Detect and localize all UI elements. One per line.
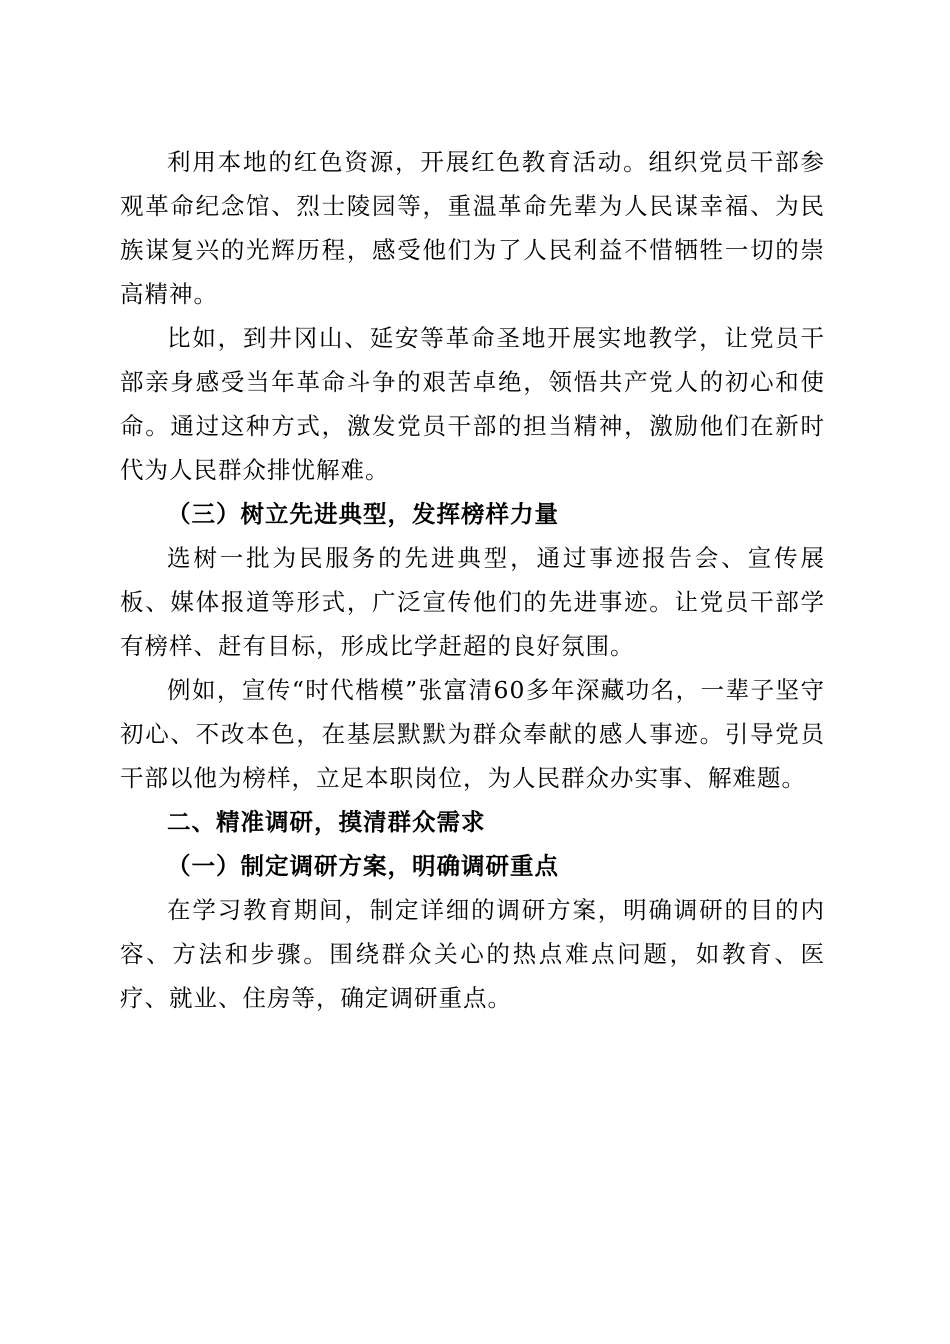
document-page (120, 140, 825, 1020)
paragraph-advanced-models: 选树一批为民服务的先进典型，通过事迹报告会、宣传展板、媒体报道等形式，广泛宣传他们的先进事迹。让党员干部学有榜样、赶有目标，形成比学赶超的良好氛围。 (120, 544, 825, 660)
section-heading-3: （三）树立先进典型，发挥榜样力量 (167, 500, 559, 528)
paragraph-example-zhang-fuqing: 例如，宣传“时代楷模”张富清60多年深藏功名，一辈子坚守初心、不改本色，在基层默默为群众奉献的感人事迹。引导党员干部以他为榜样，立足本职岗位，为人民群众办实事、解难题。 (120, 676, 825, 792)
paragraph-red-resources: 利用本地的红色资源，开展红色教育活动。组织党员干部参观革命纪念馆、烈士陵园等，重温革命先辈为人民谋幸福、为民族谋复兴的光辉历程，感受他们为了人民利益不惜牺牲一切的崇高精神。 (120, 148, 825, 308)
section-heading-1: （一）制定调研方案，明确调研重点 (167, 852, 559, 880)
chapter-heading-2: 二、精准调研，摸清群众需求 (167, 808, 486, 836)
paragraph-example-jinggangshan: 比如，到井冈山、延安等革命圣地开展实地教学，让党员干部亲身感受当年革命斗争的艰苦卓绝，领悟共产党人的初心和使命。通过这种方式，激发党员干部的担当精神，激励他们在新时代为人民群众排忧解难。 (120, 324, 825, 484)
paragraph-research-plan: 在学习教育期间，制定详细的调研方案，明确调研的目的内容、方法和步骤。围绕群众关心的热点难点问题，如教育、医疗、就业、住房等，确定调研重点。 (120, 896, 825, 1012)
